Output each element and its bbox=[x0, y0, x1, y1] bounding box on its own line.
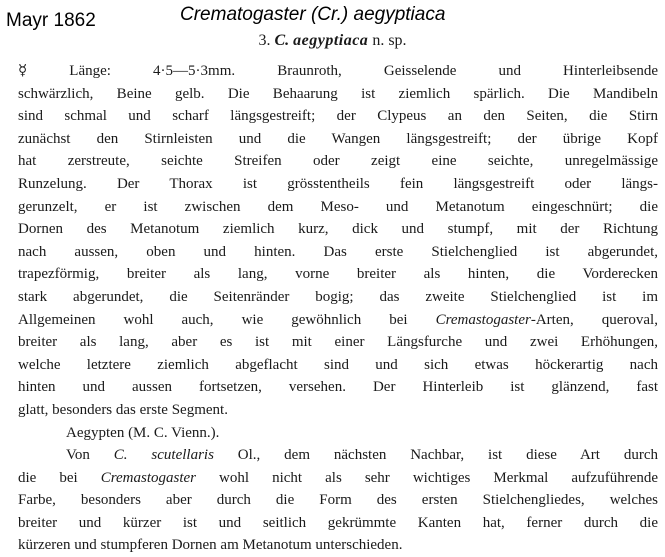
text-fragment: welche letztere ziemlich abgeflacht sind und sich etwas höckerartig nach bbox=[18, 356, 658, 373]
italic-taxon-name: Cremastogaster bbox=[435, 311, 531, 328]
comparison-paragraph bbox=[18, 444, 658, 557]
text-line bbox=[18, 60, 658, 83]
species-number: 3. bbox=[258, 32, 271, 49]
text-line bbox=[18, 263, 658, 286]
locality-line: Aegypten (M. C. Vienn.). bbox=[66, 424, 220, 441]
text-fragment: Farbe, besonders aber durch die Form des ersten Stielchengliedes, welches bbox=[18, 492, 658, 509]
text-line bbox=[18, 331, 658, 354]
text-line bbox=[18, 467, 658, 490]
text-line bbox=[18, 399, 658, 422]
text-line bbox=[18, 241, 658, 264]
text-fragment: hat zerstreute, seichte Streifen oder zeigt eine seichte, unregelmässige bbox=[18, 153, 658, 170]
text-line bbox=[18, 489, 658, 512]
text-fragment: nach aussen, oben und hinten. Das erste Stielchenglied ist abgerundet, bbox=[18, 243, 658, 260]
text-fragment: Dornen des Metanotum ziemlich kurz, dick und stumpf, mit der Richtung bbox=[18, 221, 658, 238]
text-fragment: zunächst den Stirnleisten und die Wangen längsgestreift; der übrige Kopf bbox=[18, 130, 658, 147]
italic-taxon-name: C. scutellaris bbox=[113, 447, 214, 464]
text-fragment: kürzeren und stumpferen Dornen am Metanotum unterschieden. bbox=[18, 537, 403, 554]
text-line bbox=[18, 444, 658, 467]
text-line bbox=[18, 309, 658, 332]
text-fragment: Runzelung. Der Thorax ist grösstentheils fein längsgestreift oder längs- bbox=[18, 175, 658, 192]
species-title: Crematogaster (Cr.) aegyptiaca bbox=[180, 4, 446, 25]
text-line bbox=[18, 105, 658, 128]
text-fragment: sind schmal und scharf längsgestreift; der Clypeus an den Seiten, die Stirn bbox=[18, 108, 658, 125]
description-paragraph bbox=[18, 60, 658, 422]
text-line bbox=[18, 376, 658, 399]
text-line bbox=[18, 173, 658, 196]
text-line bbox=[18, 218, 658, 241]
text-line bbox=[18, 354, 658, 377]
text-line bbox=[18, 83, 658, 106]
text-fragment: trapezförmig, breiter als lang, vorne breiter als hinten, die Vorderecken bbox=[18, 266, 658, 283]
author-year-label: Mayr 1862 bbox=[6, 10, 96, 31]
text-fragment: schwärzlich, Beine gelb. Die Behaarung ist ziemlich spärlich. Die Mandibeln bbox=[18, 85, 658, 102]
text-fragment: Ol., dem nächsten Nachbar, ist diese Art durch bbox=[213, 447, 658, 464]
species-epithet: aegyptiaca bbox=[293, 32, 369, 49]
text-fragment: hinten und aussen fortsetzen, versehen. Der Hinterleib ist glänzend, fast bbox=[18, 379, 658, 396]
text-line bbox=[18, 128, 658, 151]
text-fragment: wohl nicht als sehr wichtiges Merkmal aufzuführende bbox=[196, 469, 659, 486]
text-line bbox=[18, 534, 658, 557]
text-fragment: gerunzelt, er ist zwischen dem Meso- und Metanotum eingeschnürt; die bbox=[18, 198, 658, 215]
text-fragment: breiter und kürzer ist und seitlich gekrümmte Kanten hat, ferner durch die bbox=[18, 514, 658, 531]
text-fragment: Allgemeinen wohl auch, wie gewöhnlich bei bbox=[18, 311, 436, 328]
text-fragment: -Arten, queroval, bbox=[530, 311, 658, 328]
species-genus: C. bbox=[274, 32, 290, 49]
text-fragment: stark abgerundet, die Seitenränder bogig; das zweite Stielchenglied ist im bbox=[18, 288, 658, 305]
text-line bbox=[18, 196, 658, 219]
text-line bbox=[18, 150, 658, 173]
text-fragment: ☿ Länge: 4·5—5·3mm. Braunroth, Geisselende und Hinterleibsende bbox=[18, 63, 658, 79]
italic-taxon-name: Cremastogaster bbox=[100, 469, 197, 486]
species-heading bbox=[0, 32, 665, 50]
text-line bbox=[18, 286, 658, 309]
species-suffix: n. sp. bbox=[372, 32, 407, 49]
text-fragment: die bei bbox=[18, 469, 101, 486]
description-text bbox=[18, 60, 658, 557]
text-fragment: Von bbox=[66, 447, 114, 464]
text-fragment: breiter als lang, aber es ist mit einer Längsfurche und zwei Erhöhungen, bbox=[18, 334, 658, 351]
text-fragment: glatt, besonders das erste Segment. bbox=[18, 401, 228, 418]
text-line bbox=[18, 512, 658, 535]
